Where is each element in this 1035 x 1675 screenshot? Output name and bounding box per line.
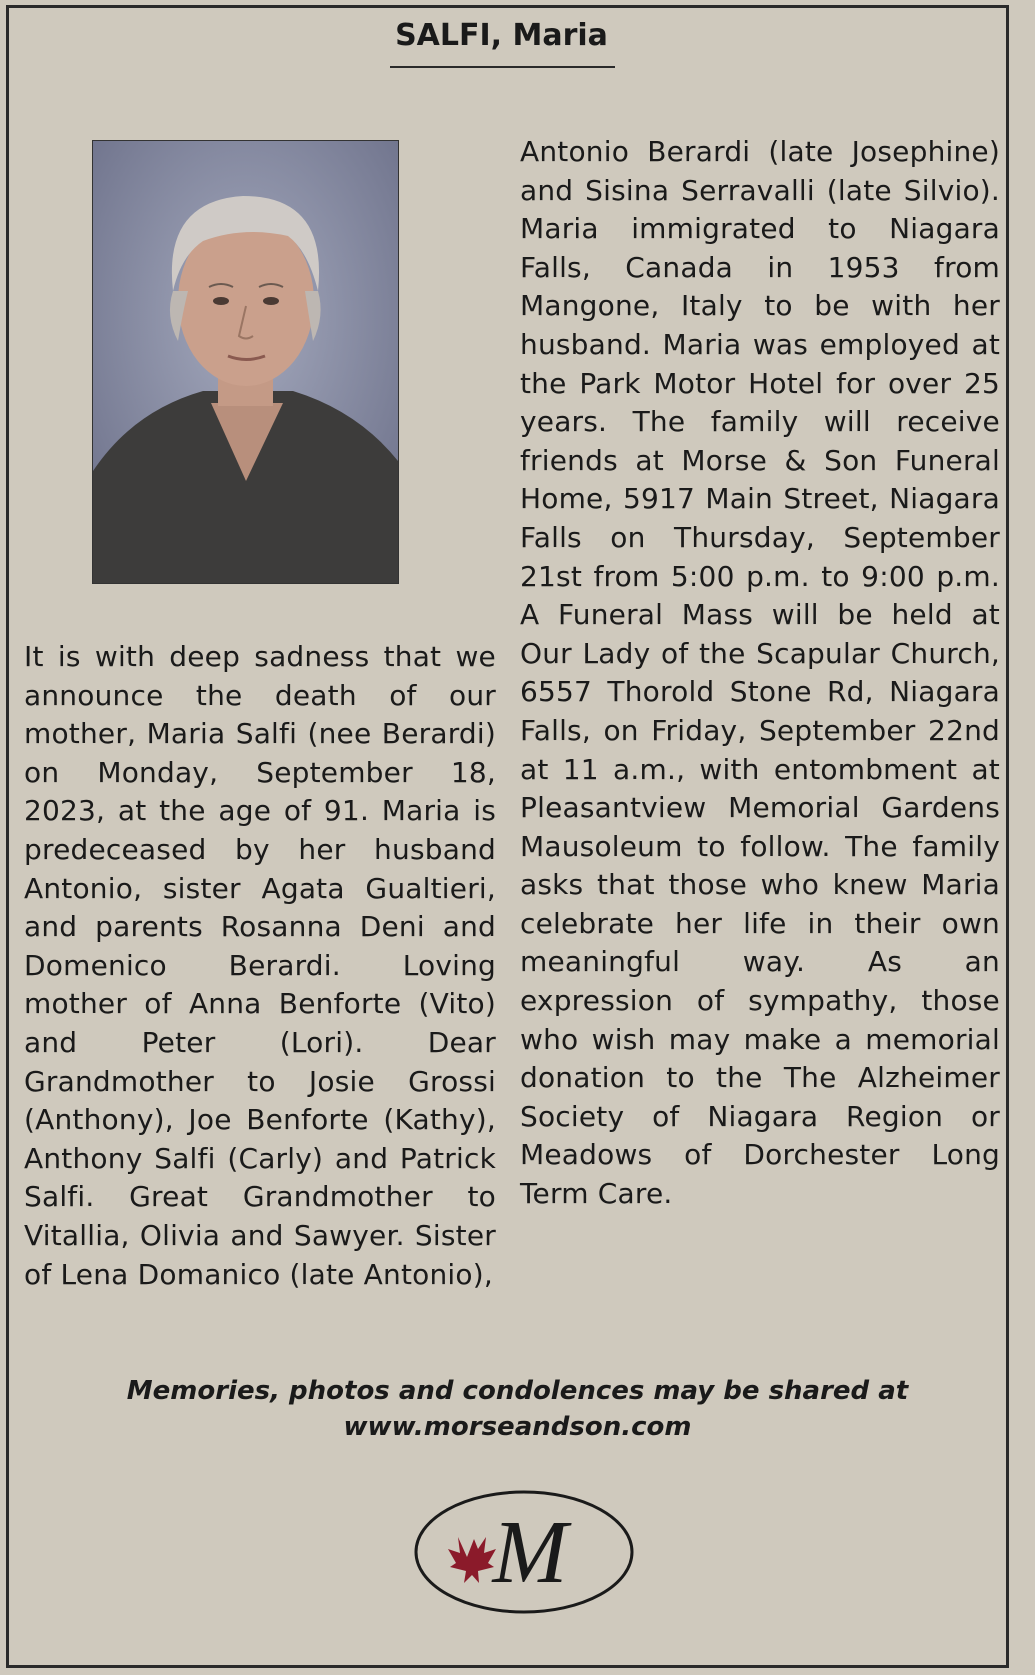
- memories-line: Memories, photos and condolences may be shared at: [126, 1376, 909, 1406]
- memories-note: [0, 1373, 1035, 1445]
- title-underline: [390, 66, 615, 68]
- obituary-body-left-column: It is with deep sadness that we announce the death of our mother, Maria Salfi (nee Berardi) on Monday, September 18, 2023, at the age of 91. Maria is predeceased by her husband Antonio, sister Agata Gualtieri, and parents Rosanna Deni and Domenico Berardi. Loving mother of Anna Benforte (Vito) and Peter (Lori). Dear Grandmother to Josie Grossi (Anthony), Joe Benforte (Kathy), Anthony Salfi (Carly) and Patrick Salfi. Great Grandmother to Vitallia, Olivia and Sawyer. Sister of Lena Domanico (late Antonio),: [24, 640, 496, 1291]
- funeral-home-website[interactable]: www.morseandson.com: [343, 1412, 692, 1442]
- obituary-title: SALFI, Maria: [395, 18, 608, 53]
- funeral-home-logo: [412, 1487, 636, 1617]
- maple-leaf-icon: [448, 1537, 496, 1583]
- obituary-body-right-column: Antonio Berardi (late Josephine) and Sisina Serravalli (late Silvio). Maria immigrated to Niagara Falls, Canada in 1953 from Mangone, Italy to be with her husband. Maria was employed at the Park Motor Hotel for over 25 years. The family will receive friends at Morse & Son Funeral Home, 5917 Main Street, Niagara Falls on Thursday, September 21st from 5:00 p.m. to 9:00 p.m. A Funeral Mass will be held at Our Lady of the Scapular Church, 6557 Thorold Stone Rd, Niagara Falls, on Friday, September 22nd at 11 a.m., with entombment at Pleasantview Memorial Gardens Mausoleum to follow. The family asks that those who knew Maria celebrate her life in their own meaningful way. As an expression of sympathy, those who wish may make a memorial donation to the The Alzheimer Society of Niagara Region or Meadows of Dorchester Long Term Care.: [520, 135, 1000, 1211]
- logo-monogram: M: [492, 1503, 568, 1602]
- portrait-photo: [92, 140, 399, 584]
